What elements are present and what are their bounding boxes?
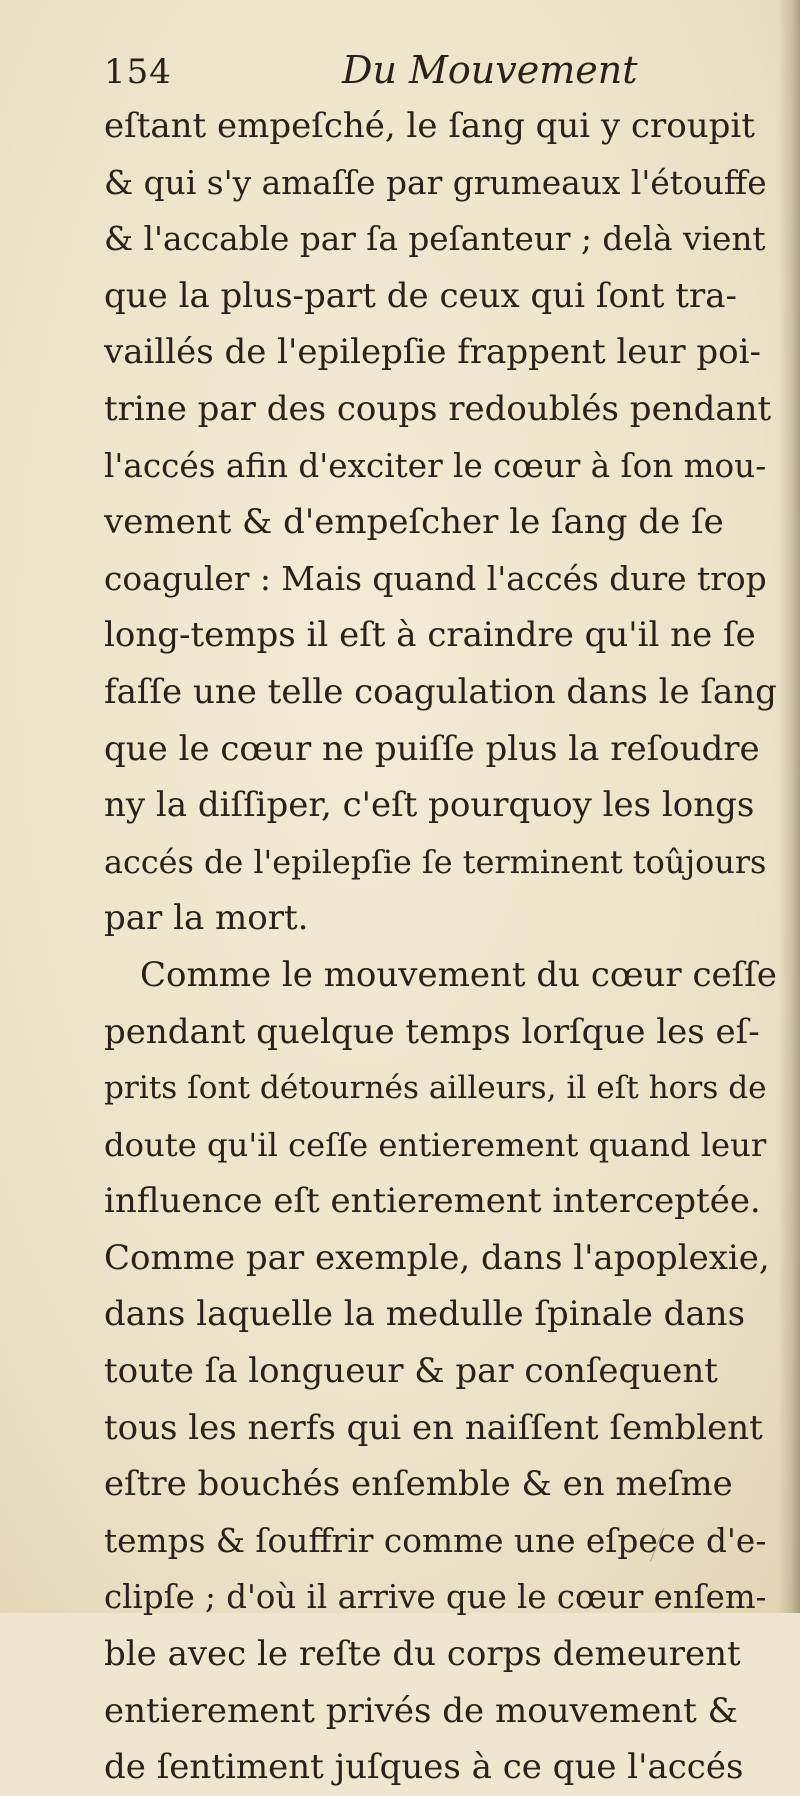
- text-line: que le cœur ne puiſſe plus la reſoudre: [104, 728, 760, 769]
- text-line: l'accés afin d'exciter le cœur à ſon mou-: [104, 446, 767, 485]
- text-line: & qui s'y amaſſe par grumeaux l'étouffe: [104, 163, 767, 202]
- text-line: vaillés de l'epilepſie frappent leur poi-: [104, 332, 761, 373]
- text-line: vement & d'empeſcher le ſang de ſe: [104, 502, 724, 543]
- page-header: [104, 48, 764, 96]
- text-line: pendant quelque temps lorſque les eſ-: [104, 1011, 760, 1052]
- text-line: prits ſont détournés ailleurs, il eſt hors de: [104, 1070, 767, 1107]
- page-number: 154: [104, 52, 172, 92]
- running-head: Du Mouvement: [342, 48, 638, 92]
- text-line: tous les nerfs qui en naiſſent ſemblent: [104, 1407, 763, 1448]
- text-line: ble avec le reſte du corps demeurent: [104, 1634, 741, 1675]
- text-line: entierement privés de mouvement &: [104, 1690, 738, 1731]
- text-line: eſtant empeſché, le ſang qui y croupit: [104, 106, 755, 146]
- text-line: influence eſt entierement interceptée.: [104, 1181, 761, 1222]
- page-edge-shadow: [778, 0, 800, 1613]
- text-line: coaguler : Mais quand l'accés dure trop: [104, 559, 767, 598]
- text-line: de ſentiment juſques à ce que l'accés: [104, 1747, 744, 1788]
- text-line: long-temps il eſt à craindre qu'il ne ſe: [104, 615, 756, 656]
- text-line: & l'accable par ſa peſanteur ; delà vient: [104, 220, 766, 259]
- text-line: trine par des coups redoublés pendant: [104, 388, 772, 429]
- text-line: Comme par exemple, dans l'apoplexie,: [104, 1237, 770, 1278]
- text-line: que la plus-part de ceux qui ſont tra-: [104, 275, 737, 316]
- text-line: accés de l'epilepſie ſe terminent toûjours: [104, 842, 767, 881]
- text-line: doute qu'il ceſſe entierement quand leur: [104, 1125, 767, 1164]
- text-line: par la mort.: [104, 898, 309, 939]
- paragraph-start-line: Comme le mouvement du cœur ceſſe: [140, 954, 777, 995]
- text-line: dans laquelle la medulle ſpinale dans: [104, 1294, 746, 1335]
- text-line: toute ſa longueur & par conſequent: [104, 1351, 718, 1392]
- text-line: eſtre bouchés enſemble & en meſme: [104, 1464, 733, 1505]
- body-text: [104, 98, 780, 1796]
- text-line: clipſe ; d'où il arrive que le cœur enſem-: [104, 1578, 767, 1617]
- text-line: temps & ſouffrir comme une eſpece d'e-: [104, 1521, 767, 1560]
- text-line: ny la diſſiper, c'eſt pourquoy les longs: [104, 785, 755, 826]
- text-line: faſſe une telle coagulation dans le ſang: [104, 671, 777, 712]
